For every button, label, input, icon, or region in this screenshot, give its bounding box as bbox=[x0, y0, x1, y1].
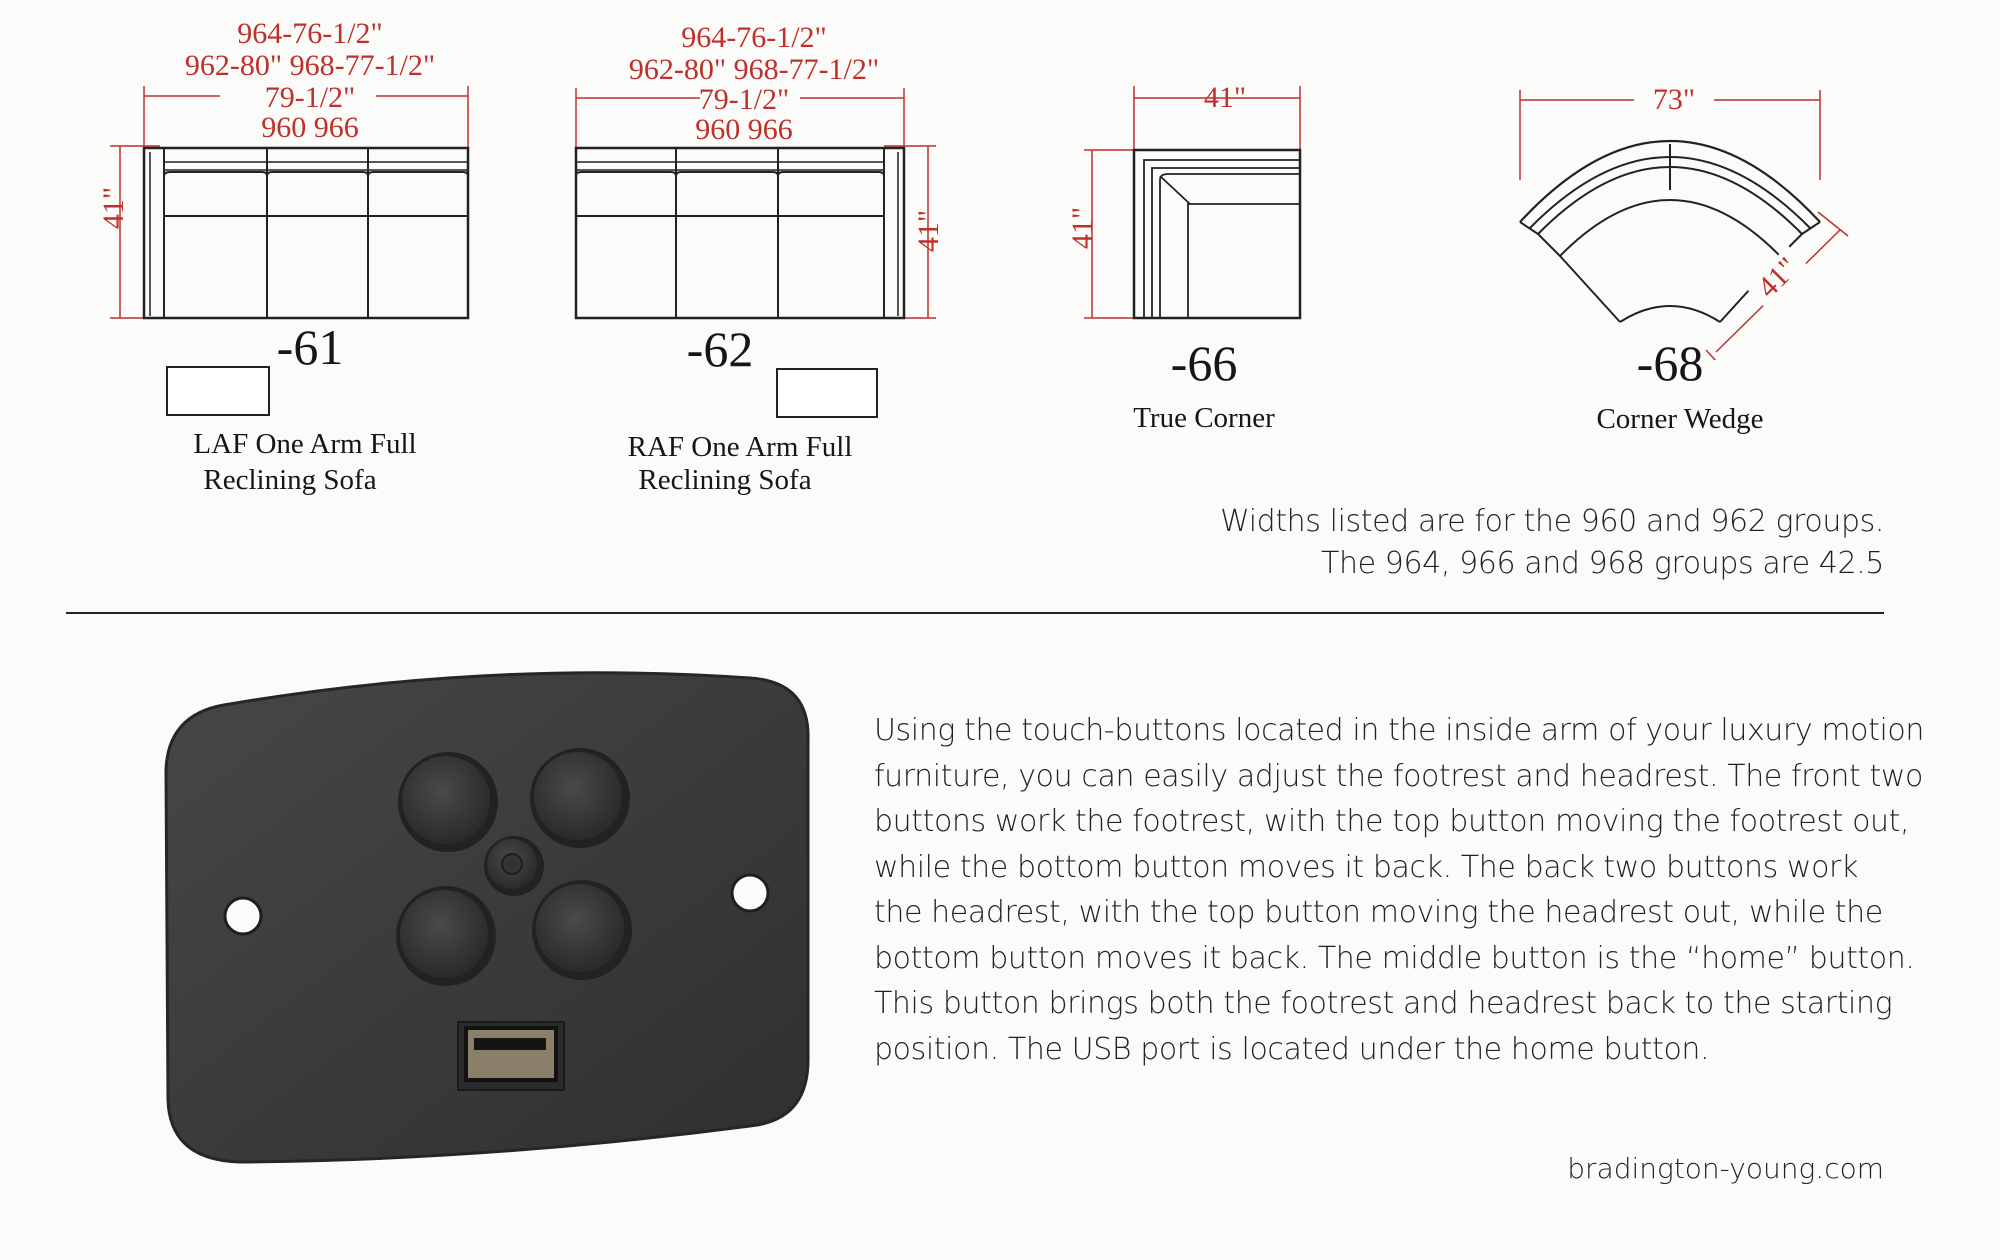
description-line: furniture, you can easily adjust the footrest and headrest. The front two bbox=[874, 758, 1923, 794]
height-label: 41" bbox=[912, 209, 945, 253]
description-line: This button brings both the footrest and headrest back to the starting bbox=[874, 986, 1893, 1021]
description-line: position. The USB port is located under the home button. bbox=[874, 1031, 1710, 1067]
width-label: 41" bbox=[1190, 82, 1260, 114]
usb-port[interactable] bbox=[458, 1022, 564, 1090]
dim-line-3: 79-1/2" bbox=[698, 83, 790, 116]
true-corner-drawing bbox=[1060, 80, 1320, 330]
dim-line-3: 79-1/2" bbox=[264, 81, 356, 114]
widths-note-line-2: The 964, 966 and 968 groups are 42.5 bbox=[1321, 546, 1884, 581]
height-label: 41" bbox=[1066, 206, 1099, 250]
product-name-line-2: Reclining Sofa bbox=[638, 464, 812, 496]
product-code: -62 bbox=[686, 321, 754, 377]
dim-line-1: 964-76-1/2" bbox=[681, 21, 827, 54]
headrest-out-button[interactable] bbox=[530, 748, 630, 848]
dim-line-1: 964-76-1/2" bbox=[237, 17, 383, 50]
headrest-back-button[interactable] bbox=[532, 880, 632, 980]
product-name: True Corner bbox=[1133, 402, 1275, 434]
product-name-line-2: Reclining Sofa bbox=[203, 464, 377, 496]
dim-line-4: 960 966 bbox=[261, 111, 359, 144]
depth-label: 41" bbox=[1745, 245, 1810, 310]
touch-button-control-panel bbox=[160, 660, 820, 1180]
home-button[interactable] bbox=[484, 836, 544, 896]
dim-line-4: 960 966 bbox=[695, 113, 793, 146]
product-code: -68 bbox=[1636, 335, 1704, 391]
section-divider bbox=[66, 612, 1884, 614]
product-name-line-1: LAF One Arm Full bbox=[193, 428, 417, 460]
description-line: while the bottom button moves it back. The back two buttons work bbox=[874, 849, 1858, 885]
laf-sofa-drawing bbox=[97, 80, 500, 330]
description-line: the headrest, with the top button moving the headrest out, while the bbox=[874, 895, 1883, 930]
dim-line-2: 962-80" 968-77-1/2" bbox=[628, 53, 880, 86]
raf-sofa-drawing bbox=[560, 80, 960, 330]
product-code: -66 bbox=[1170, 335, 1238, 391]
control-description bbox=[874, 708, 1934, 1072]
product-name-line-1: RAF One Arm Full bbox=[627, 431, 853, 463]
description-line: Using the touch-buttons located in the inside arm of your luxury motion bbox=[874, 713, 1924, 748]
height-label: 41" bbox=[97, 186, 130, 230]
dim-line-2: 962-80" 968-77-1/2" bbox=[184, 49, 436, 82]
website-link[interactable]: bradington-young.com bbox=[1567, 1152, 1884, 1185]
widths-note-line-1: Widths listed are for the 960 and 962 groups. bbox=[1220, 504, 1884, 539]
label-box bbox=[776, 368, 878, 418]
footrest-out-button[interactable] bbox=[398, 752, 498, 852]
description-line: buttons work the footrest, with the top button moving the footrest out, bbox=[874, 804, 1910, 839]
label-box bbox=[166, 366, 270, 416]
product-name: Corner Wedge bbox=[1596, 403, 1764, 435]
width-label: 73" bbox=[1634, 84, 1714, 116]
product-code: -61 bbox=[276, 319, 344, 375]
footrest-back-button[interactable] bbox=[396, 886, 496, 986]
description-line: bottom button moves it back. The middle button is the “home” button. bbox=[874, 940, 1915, 976]
corner-wedge-drawing bbox=[1500, 80, 1860, 360]
